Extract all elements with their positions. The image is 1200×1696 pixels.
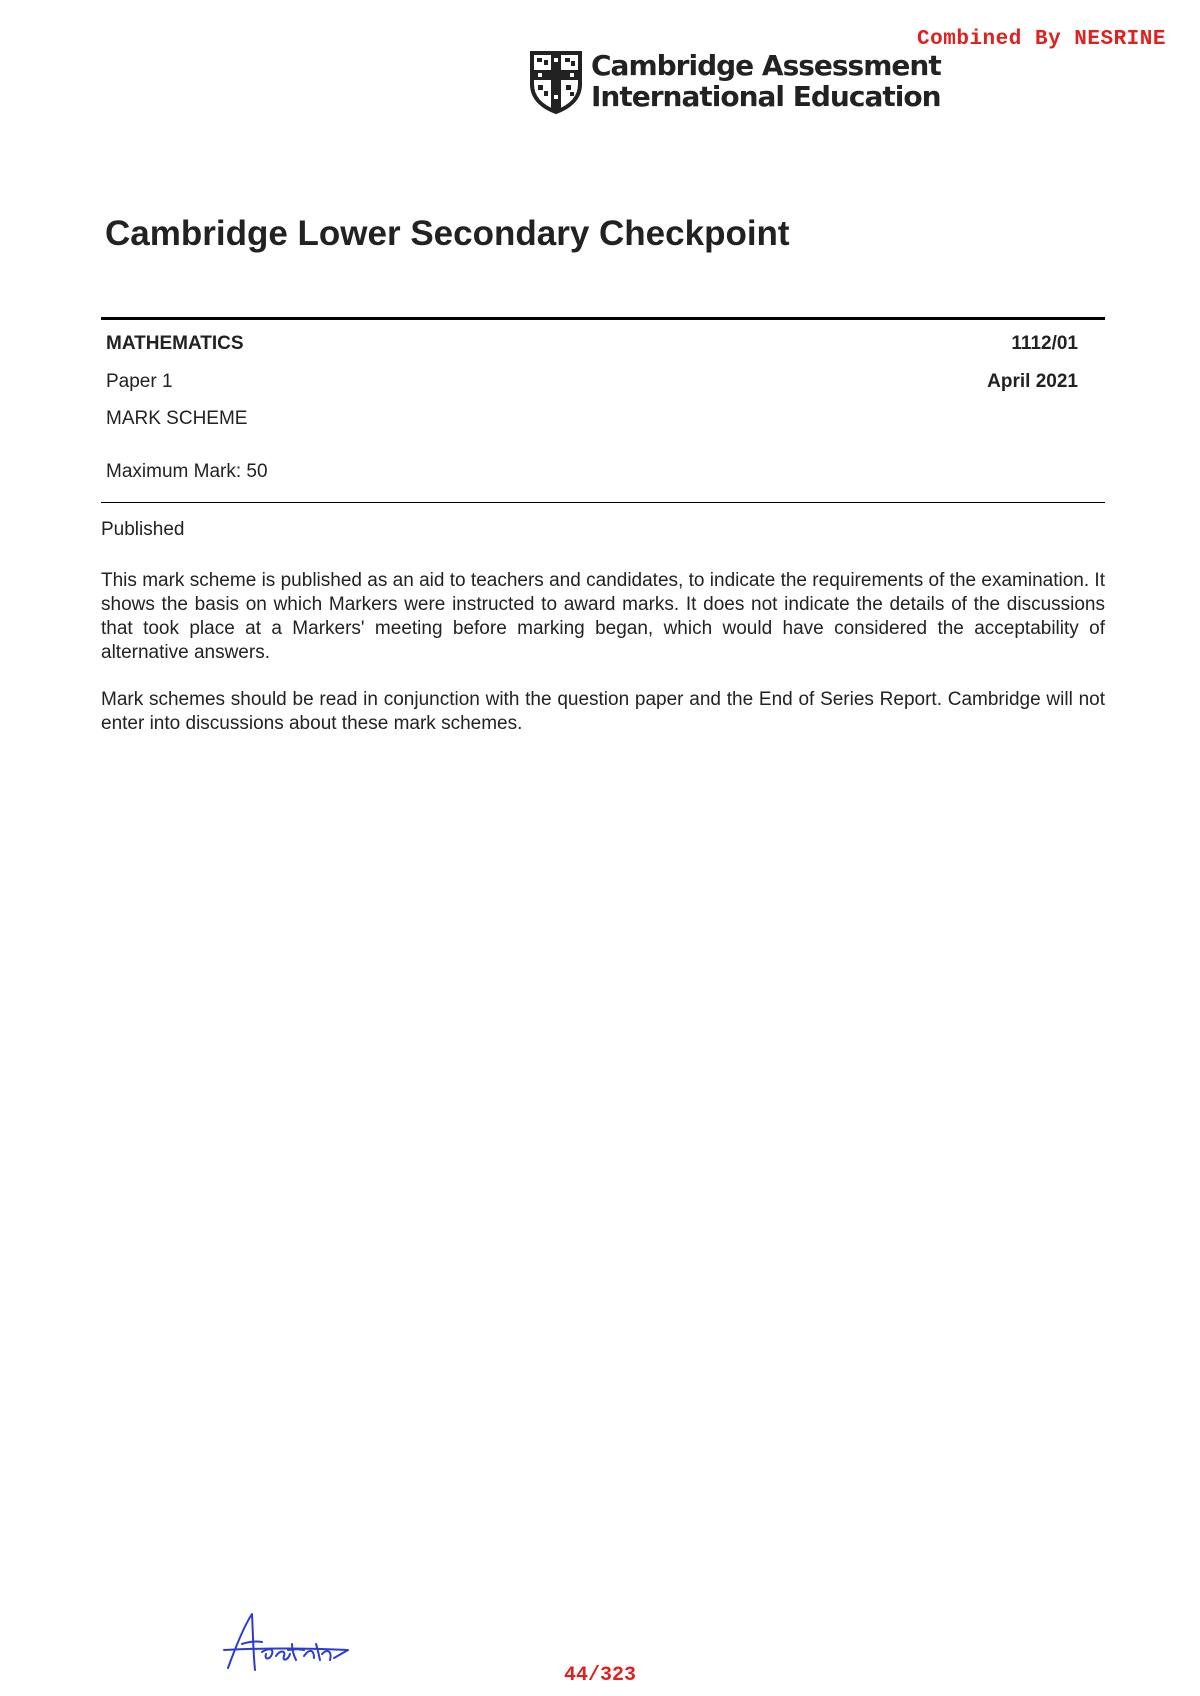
watermark-text: Combined By NESRINE	[917, 28, 1166, 51]
intro-paragraph: This mark scheme is published as an aid to teachers and candidates, to indicate the requirements of the examination. It shows the basis on which Markers were instructed to award marks. It does not indicate the details of the discussions that took place at a Markers' meeting before marking began, which would have considered the acceptability of alternative answers.	[101, 570, 1105, 663]
publication-status: Published	[101, 519, 185, 540]
paper-code: 1112/01	[1011, 333, 1078, 354]
paper-number: Paper 1	[106, 371, 173, 392]
document-type: MARK SCHEME	[106, 408, 248, 429]
logo-line-2: International Education	[591, 80, 941, 113]
exam-session: April 2021	[987, 371, 1078, 392]
shield-crest-icon	[529, 50, 583, 114]
bottom-divider	[101, 502, 1105, 503]
cambridge-logo	[529, 49, 941, 116]
logo-line-1: Cambridge Assessment	[591, 49, 941, 82]
disclaimer-paragraph: Mark schemes should be read in conjunction with the question paper and the End of Series Report. Cambridge will not enter into discussions about these mark schemes.	[101, 689, 1105, 734]
maximum-mark: Maximum Mark: 50	[106, 461, 268, 482]
subject-label: MATHEMATICS	[106, 333, 244, 354]
page-title: Cambridge Lower Secondary Checkpoint	[105, 214, 790, 253]
page-indicator: 44/323	[563, 1664, 636, 1687]
logo-wordmark	[591, 50, 941, 112]
top-divider	[101, 317, 1105, 320]
